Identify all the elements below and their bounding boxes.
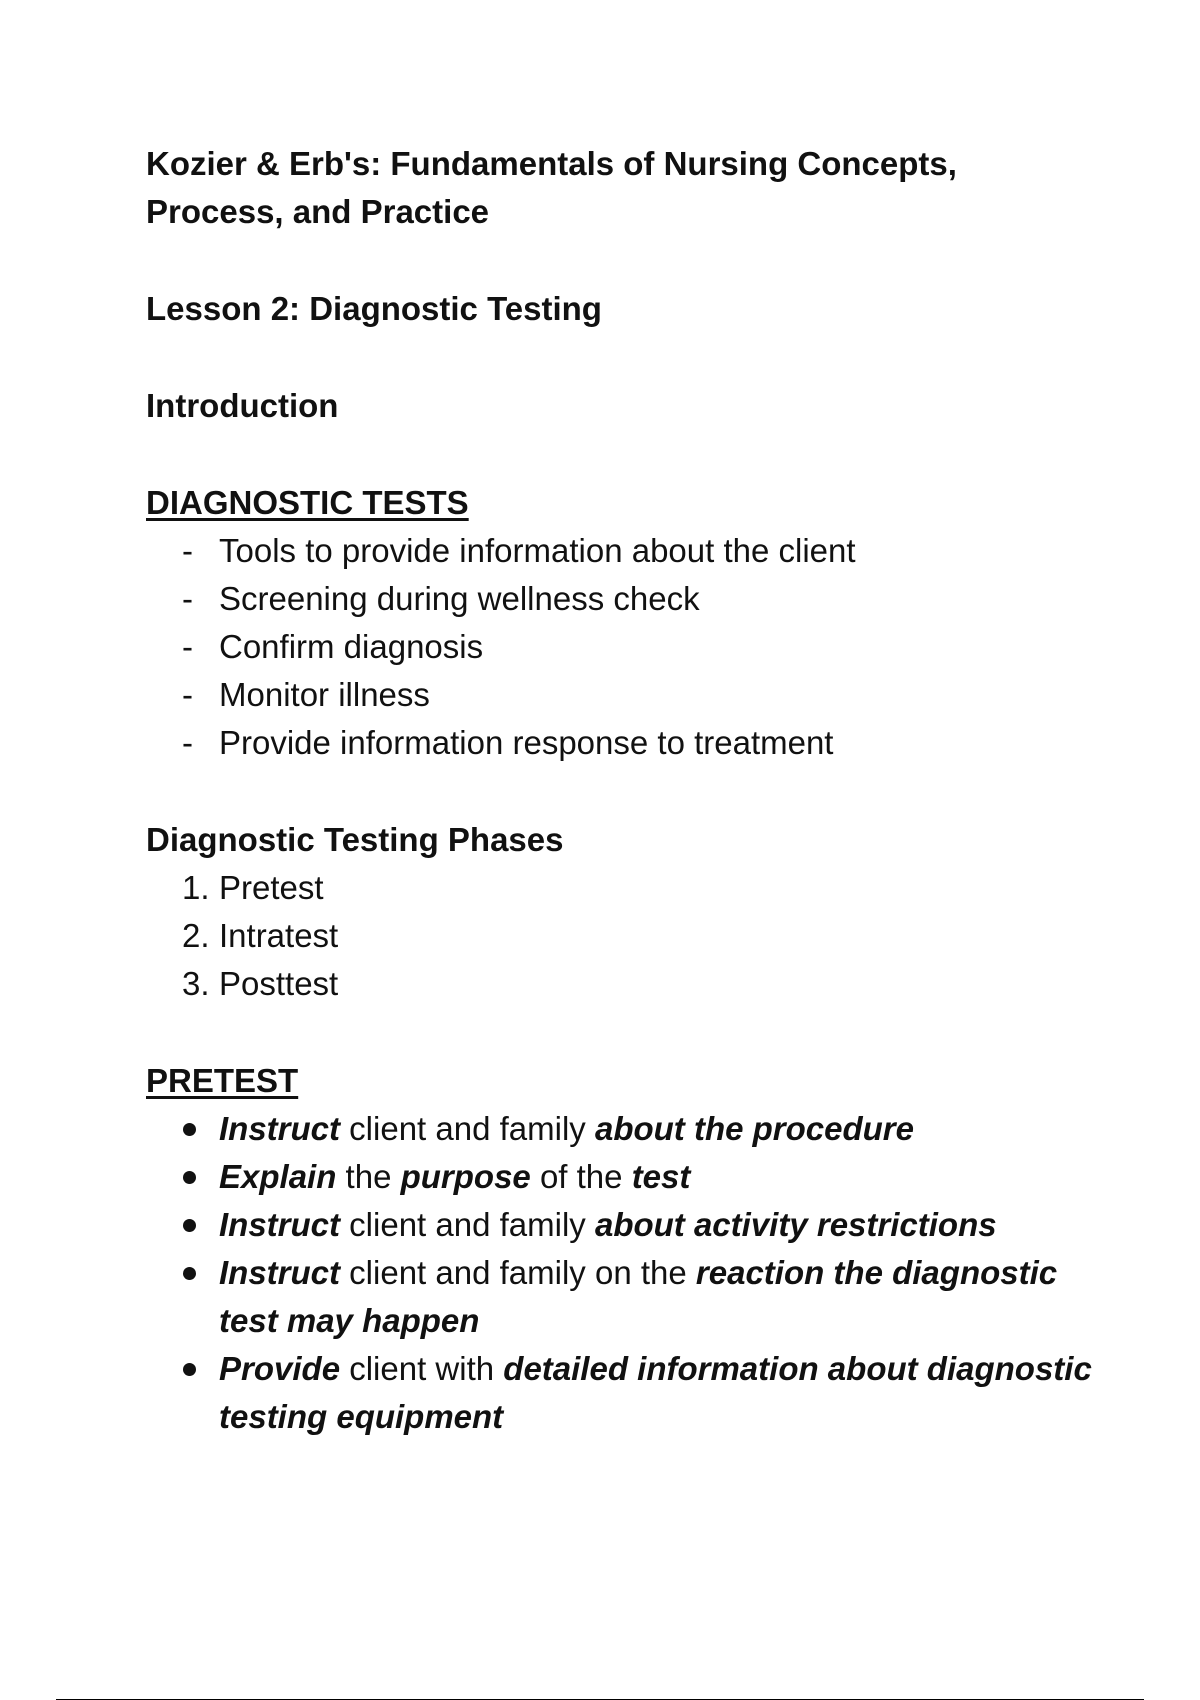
list-item-text: Provide information response to treatment bbox=[219, 724, 834, 761]
list-item bbox=[146, 1105, 1106, 1153]
list-item-text: Pretest bbox=[219, 869, 324, 906]
introduction-heading: Introduction bbox=[146, 387, 339, 424]
list-item bbox=[146, 719, 1106, 767]
bullet-icon bbox=[183, 1363, 196, 1376]
list-number: 2. bbox=[182, 917, 210, 954]
document-title bbox=[146, 140, 1106, 236]
list-item-text: Monitor illness bbox=[219, 676, 430, 713]
list-item-text: Confirm diagnosis bbox=[219, 628, 484, 665]
list-item bbox=[146, 960, 1106, 1008]
diagnostic-tests-list bbox=[146, 527, 1106, 767]
title-line-2: Process, and Practice bbox=[146, 193, 490, 230]
item-verb: Instruct bbox=[219, 1254, 341, 1291]
item-text: the bbox=[336, 1158, 401, 1195]
dash-marker: - bbox=[182, 628, 193, 665]
item-text: client and family bbox=[340, 1206, 595, 1243]
diagnostic-tests-heading: DIAGNOSTIC TESTS bbox=[146, 484, 469, 521]
item-verb: Instruct bbox=[219, 1206, 341, 1243]
item-verb: Instruct bbox=[219, 1110, 341, 1147]
list-item bbox=[146, 864, 1106, 912]
dash-marker: - bbox=[182, 676, 193, 713]
bullet-icon bbox=[183, 1219, 196, 1232]
phases-heading: Diagnostic Testing Phases bbox=[146, 821, 564, 858]
item-emphasis: detailed information about diagnostic testing equipment bbox=[219, 1350, 1092, 1435]
item-text: of the bbox=[530, 1158, 632, 1195]
list-item-text: Tools to provide information about the client bbox=[219, 532, 856, 569]
document-page bbox=[146, 140, 1106, 1441]
phases-list bbox=[146, 864, 1106, 1008]
item-emphasis: about activity restrictions bbox=[594, 1206, 997, 1243]
item-emphasis: purpose bbox=[400, 1158, 531, 1195]
lesson-heading: Lesson 2: Diagnostic Testing bbox=[146, 290, 602, 327]
list-number: 1. bbox=[182, 869, 210, 906]
list-item bbox=[146, 527, 1106, 575]
list-item bbox=[146, 623, 1106, 671]
list-item bbox=[146, 575, 1106, 623]
pretest-heading: PRETEST bbox=[146, 1062, 299, 1099]
item-text: client and family on the bbox=[340, 1254, 696, 1291]
bullet-icon bbox=[183, 1123, 196, 1136]
item-verb: Provide bbox=[219, 1350, 341, 1387]
pretest-list bbox=[146, 1105, 1106, 1441]
list-item bbox=[146, 671, 1106, 719]
title-line-1: Kozier & Erb's: Fundamentals of Nursing Concepts, bbox=[146, 145, 957, 182]
dash-marker: - bbox=[182, 532, 193, 569]
dash-marker: - bbox=[182, 580, 193, 617]
list-item-text: Screening during wellness check bbox=[219, 580, 700, 617]
list-item-text: Intratest bbox=[219, 917, 339, 954]
bullet-icon bbox=[183, 1267, 196, 1280]
item-emphasis: about the procedure bbox=[594, 1110, 914, 1147]
item-emphasis: test bbox=[631, 1158, 691, 1195]
item-text: client and family bbox=[340, 1110, 595, 1147]
list-item bbox=[146, 1345, 1106, 1441]
item-emphasis: reaction the diagnostic test may happen bbox=[219, 1254, 1058, 1339]
dash-marker: - bbox=[182, 724, 193, 761]
item-text: client with bbox=[340, 1350, 504, 1387]
item-verb: Explain bbox=[219, 1158, 337, 1195]
list-number: 3. bbox=[182, 965, 210, 1002]
list-item bbox=[146, 1249, 1106, 1345]
list-item bbox=[146, 1153, 1106, 1201]
list-item-text: Posttest bbox=[219, 965, 339, 1002]
list-item bbox=[146, 912, 1106, 960]
bullet-icon bbox=[183, 1171, 196, 1184]
list-item bbox=[146, 1201, 1106, 1249]
